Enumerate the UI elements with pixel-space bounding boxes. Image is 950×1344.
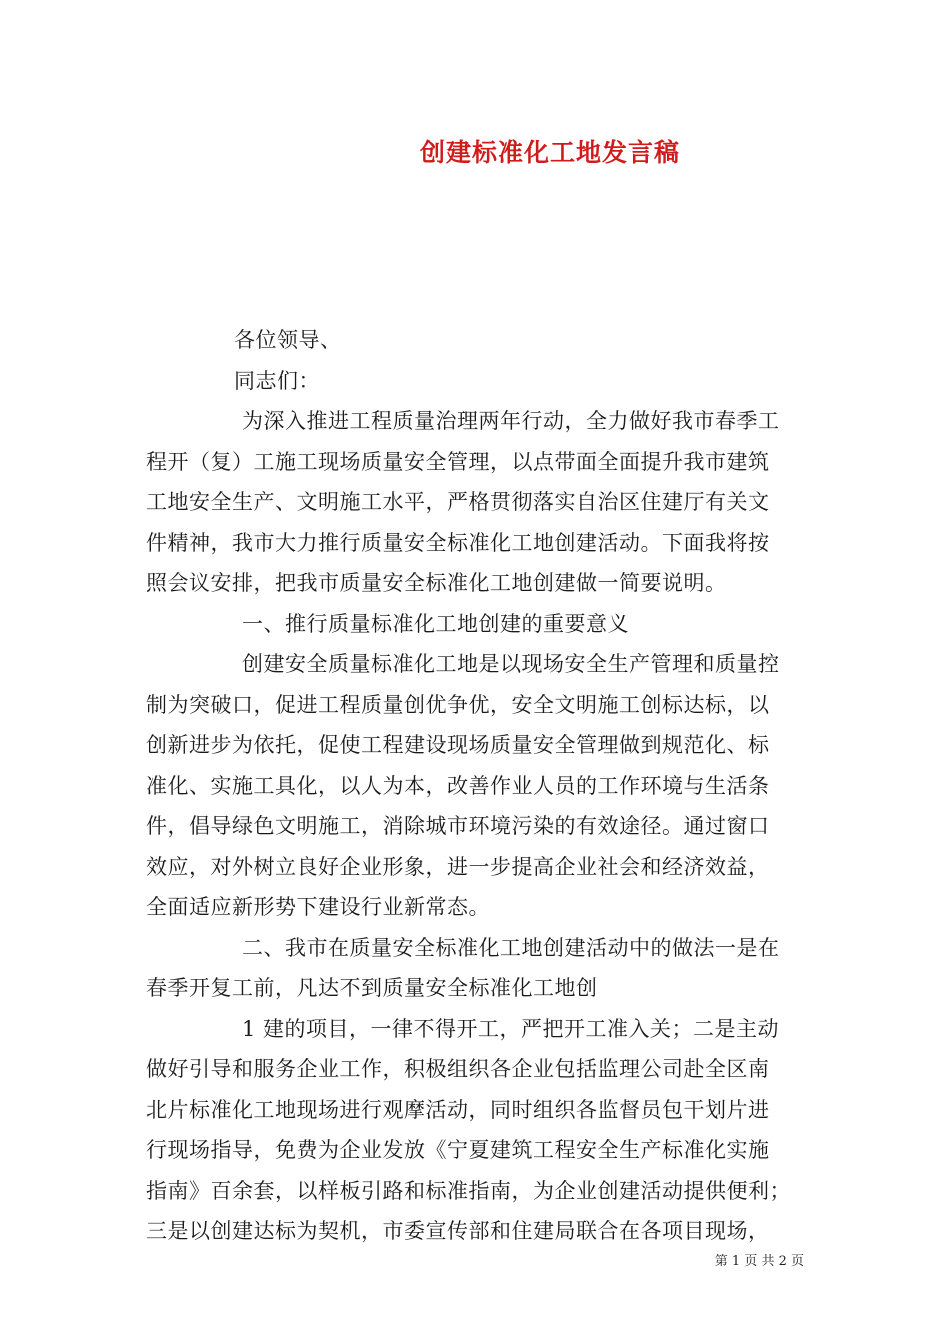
body-line: 效应，对外树立良好企业形象，进一步提高企业社会和经济效益，	[146, 854, 770, 879]
body-line: 三是以创建达标为契机，市委宣传部和住建局联合在各项目现场，	[146, 1219, 770, 1243]
body-line: 为深入推进工程质量治理两年行动，全力做好我市春季工	[242, 409, 780, 433]
body-line: 做好引导和服务企业工作，积极组织各企业包括监理公司赴全区南	[146, 1057, 770, 1081]
body-line: 二、我市在质量安全标准化工地创建活动中的做法一是在	[242, 935, 780, 960]
body-line: 各位领导、	[234, 328, 342, 352]
body-line: 行现场指导，免费为企业发放《宁夏建筑工程安全生产标准化实施	[146, 1138, 770, 1162]
body-line: 制为突破口，促进工程质量创优争优，安全文明施工创标达标，以	[146, 692, 770, 717]
body-line: 照会议安排，把我市质量安全标准化工地创建做一简要说明。	[146, 571, 727, 595]
document-title: 创建标准化工地发言稿	[419, 138, 680, 167]
body-line: 创新进步为依托，促使工程建设现场质量安全管理做到规范化、标	[146, 733, 770, 757]
body-line: 创建安全质量标准化工地是以现场安全生产管理和质量控	[242, 652, 780, 676]
body-line: 工地安全生产、文明施工水平，严格贯彻落实自治区住建厅有关文	[146, 490, 770, 514]
body-line: 一、推行质量标准化工地创建的重要意义	[242, 611, 629, 636]
page-footer: 第 1 页 共 2 页	[714, 1254, 804, 1269]
body-line: 准化、实施工具化，以人为本，改善作业人员的工作环境与生活条	[146, 773, 770, 798]
body-line: 件精神，我市大力推行质量安全标准化工地创建活动。下面我将按	[146, 530, 770, 555]
body-line: 春季开复工前，凡达不到质量安全标准化工地创	[146, 976, 598, 1000]
body-line: 指南》百余套，以样板引路和标准指南，为企业创建活动提供便利；	[146, 1178, 791, 1203]
body-line: 北片标准化工地现场进行观摩活动，同时组织各监督员包干划片进	[146, 1097, 770, 1122]
body-line: 件，倡导绿色文明施工，消除城市环境污染的有效途径。通过窗口	[146, 814, 770, 838]
document-body	[146, 320, 806, 1252]
body-line: 同志们：	[234, 368, 320, 393]
body-line: 全面适应新形势下建设行业新常态。	[146, 895, 490, 919]
body-line: 程开（复）工施工现场质量安全管理，以点带面全面提升我市建筑	[146, 449, 770, 474]
body-line: 1 建的项目，一律不得开工，严把开工准入关；二是主动	[242, 1016, 780, 1041]
